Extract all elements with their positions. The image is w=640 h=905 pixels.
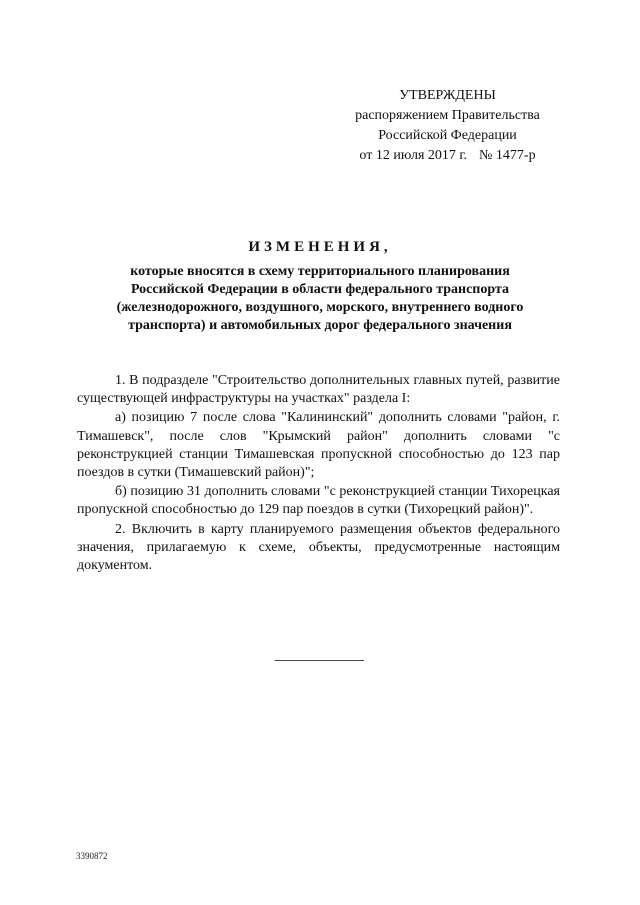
subtitle-line: транспорта) и автомобильных дорог федерального значения [128, 318, 512, 333]
document-subtitle [80, 263, 560, 335]
paragraph-1b: б) позицию 31 дополнить словами "с реконструкцией станции Тихорецкая пропускной способностью до 129 пар поездов в сутки (Тихорецкий район)". [77, 484, 560, 518]
document-title: ИЗМЕНЕНИЯ, [248, 239, 392, 255]
paragraph-1a: а) позицию 7 после слова "Калининский" дополнить словами "район, г. Тимашевск", после слов "Крымский район" дополнить словами "с реконструкцией станции Тимашевская пропускной способностью до 123 пар поездов в сутки (Тимашевский район)"; [77, 410, 560, 481]
approval-date: от 12 июля 2017 г. [359, 148, 468, 163]
subtitle-line: Российской Федерации в области федерального транспорта [130, 282, 510, 297]
approval-heading: УТВЕРЖДЕНЫ [399, 88, 496, 103]
approval-stamp [330, 86, 565, 166]
paragraph-2: 2. Включить в карту планируемого размещения объектов федерального значения, прилагаемую к схеме, объекты, предусмотренные настоящим документом. [77, 521, 560, 574]
subtitle-line: которые вносятся в схему территориального планирования [130, 264, 510, 279]
paragraph-1: 1. В подразделе "Строительство дополнительных главных путей, развитие существующей инфраструктуры на участках" раздела I: [77, 373, 560, 407]
document-id: 3390872 [76, 851, 108, 861]
approval-date-row [330, 146, 565, 166]
closing-divider [275, 660, 364, 661]
subtitle-line: (железнодорожного, воздушного, морского, внутреннего водного [116, 300, 524, 315]
approval-authority: распоряжением Правительства [355, 108, 540, 123]
document-body [77, 372, 560, 576]
approval-number: № 1477-р [479, 148, 536, 163]
approval-country: Российской Федерации [378, 128, 517, 143]
